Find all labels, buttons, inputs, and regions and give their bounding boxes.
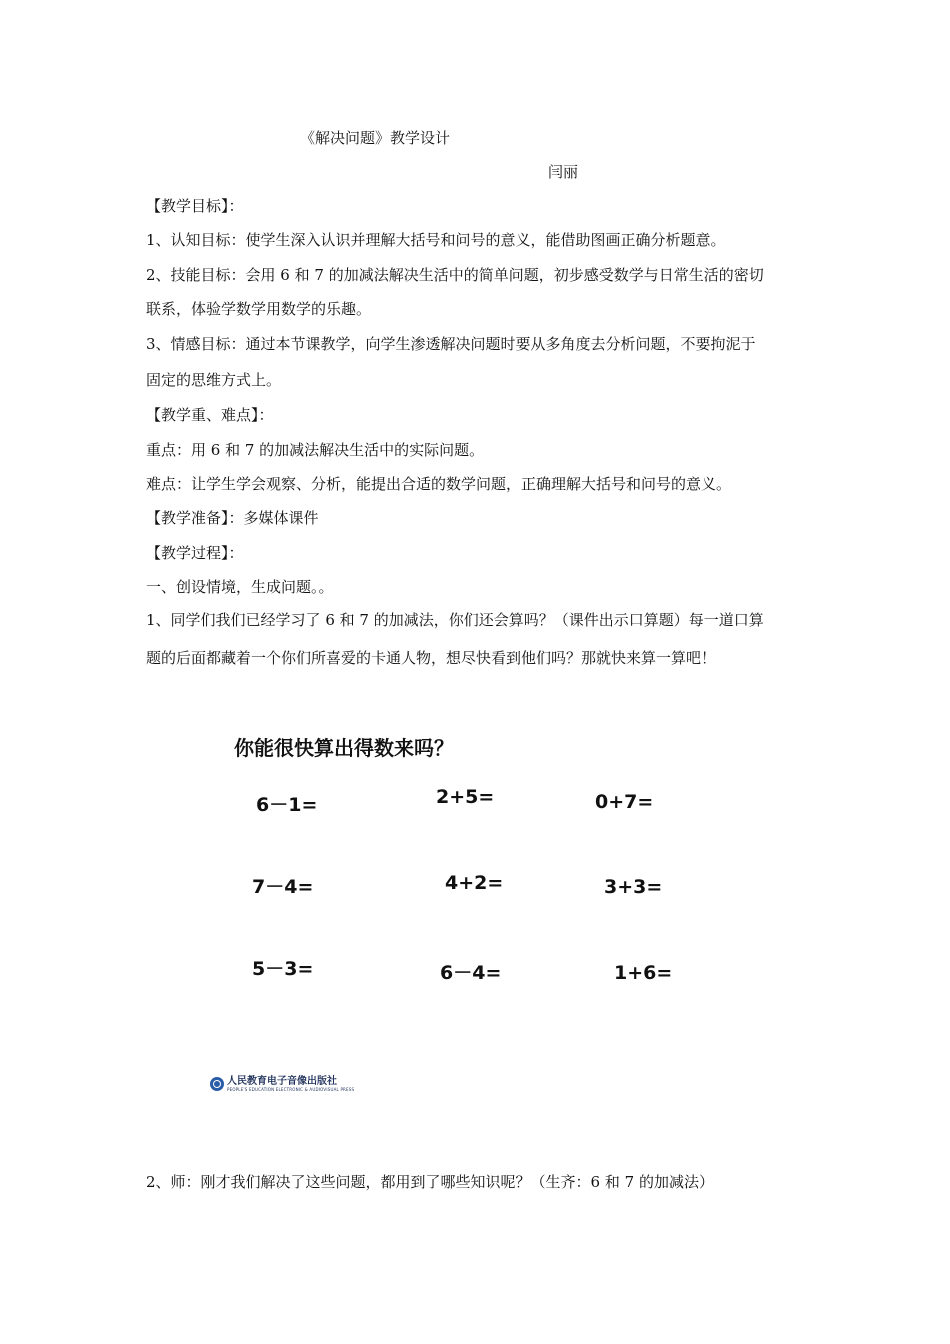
key-point: 重点：用 6 和 7 的加减法解决生活中的实际问题。 [146,441,485,459]
courseware-slide [200,712,720,1112]
equation: 0+7= [595,791,654,813]
equation: 6－4= [440,962,502,984]
difficult-point: 难点：让学生学会观察、分析，能提出合适的数学问题，正确理解大括号和问号的意义。 [146,475,732,493]
document-title: 《解决问题》教学设计 [300,129,451,147]
objective-skill-cont: 联系，体验学数学用数学的乐趣。 [146,300,372,318]
publisher-icon [210,1077,224,1091]
section-heading-process: 【教学过程】： [146,544,244,562]
equation: 7－4= [252,876,314,898]
objective-emotional: 3、情感目标：通过本节课教学，向学生渗透解决问题时要从多角度去分析问题，不要拘泥于 [146,335,756,353]
step-one-text: 1、同学们我们已经学习了 6 和 7 的加减法，你们还会算吗？（课件出示口算题）每一道口算 [146,611,764,629]
step-one-heading: 一、创设情境，生成问题。。 [146,578,334,596]
step-two-text: 2、师：刚才我们解决了这些问题，都用到了哪些知识呢？（生齐：6 和 7 的加减法） [146,1173,714,1191]
section-heading-objectives: 【教学目标】： [146,197,244,215]
objective-cognitive: 1、认知目标：使学生深入认识并理解大括号和问号的意义，能借助图画正确分析题意。 [146,231,726,249]
section-heading-keypoints: 【教学重、难点】： [146,406,274,424]
publisher-name: 人民教育电子音像出版社 [227,1076,337,1087]
slide-question: 你能很快算出得数来吗？ [234,736,454,760]
objective-skill: 2、技能目标：会用 6 和 7 的加减法解决生活中的简单问题，初步感受数学与日常生活的密切 [146,266,764,284]
publisher-logo [210,1076,354,1092]
objective-emotional-cont: 固定的思维方式上。 [146,371,282,389]
publisher-name-en: PEOPLE'S EDUCATION ELECTRONIC & AUDIOVISUAL PRESS [227,1087,355,1092]
equation: 1+6= [614,962,673,984]
step-one-text-cont: 题的后面都藏着一个你们所喜爱的卡通人物，想尽快看到他们吗？那就快来算一算吧！ [146,649,717,667]
author-name: 闫丽 [548,163,579,181]
section-heading-preparation: 【教学准备】：多媒体课件 [146,509,319,527]
equation: 5－3= [252,958,314,980]
equation: 6－1= [256,794,318,816]
equation: 3+3= [604,876,663,898]
equation: 4+2= [445,872,504,894]
equation: 2+5= [436,786,495,808]
